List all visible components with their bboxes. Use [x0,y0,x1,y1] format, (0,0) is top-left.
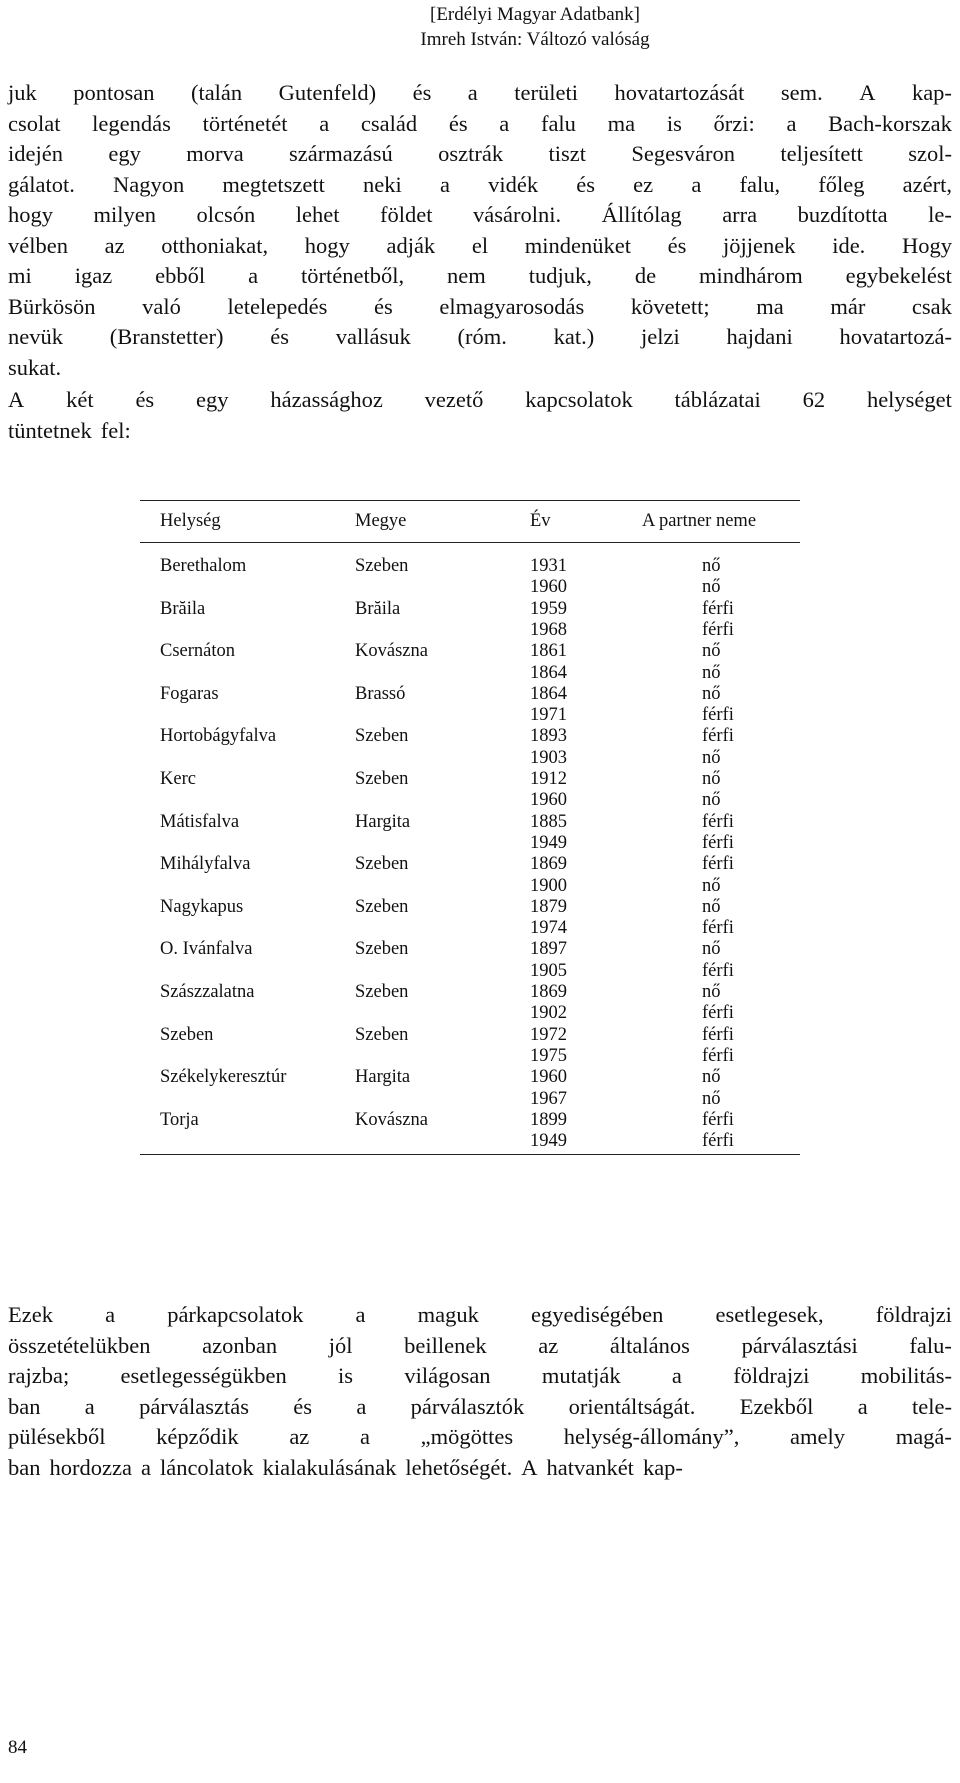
place-cell: Fogaras [160,683,219,704]
header-title: Imreh István: Változó valóság [420,29,650,50]
year-cell: 1902 [530,1003,567,1024]
place-cell: Berethalom [160,556,247,576]
text-line: ban a párválasztás és a párválasztók orientáltságát. Ezekből a tele- [8,1393,952,1419]
place-cell: Brăila [160,598,206,619]
county-cell: Szeben [355,769,409,789]
partner-sex-cell: férfi [702,832,734,853]
text-line: Bürkösön való letelepedés és elmagyarosodás követett; ma már csak [8,293,952,319]
county-cell: Szeben [355,726,409,747]
year-cell: 1864 [530,662,567,683]
year-cell: 1968 [530,619,567,640]
year-cell: 1905 [530,960,567,981]
partner-sex-cell: nő [702,556,721,576]
text-line: pülésekből képződik az a „mögöttes helység-állomány”, amely magá- [8,1424,952,1449]
paragraph-1 [8,78,952,383]
year-cell: 1864 [530,683,567,704]
text-line: sukat. [8,354,62,380]
header-place: Helység [160,511,221,531]
text-line: nevük (Branstetter) és vallásuk (róm. kat.) jelzi hajdani hovatartozá- [8,324,952,349]
partner-sex-cell: nő [702,982,721,1002]
partner-sex-cell: nő [702,1088,721,1109]
place-cell: Szeben [160,1024,214,1045]
text-line: idején egy morva származású osztrák tiszt Segesváron teljesített szol- [8,141,952,166]
partner-sex-cell: nő [702,577,721,598]
paragraph-3 [8,1300,952,1483]
place-cell: Szászzalatna [160,982,255,1002]
county-cell: Brassó [355,683,406,704]
partner-sex-cell: férfi [702,726,734,747]
year-cell: 1931 [530,556,567,576]
running-header [0,0,960,52]
partner-sex-cell: nő [702,769,721,789]
header-source: [Erdélyi Magyar Adatbank] [430,4,640,25]
year-cell: 1974 [530,918,567,939]
partner-sex-cell: nő [702,939,721,960]
partner-sex-cell: nő [702,790,721,811]
text-line: összetételükben azonban jól beillenek az általános párválasztási falu- [8,1332,952,1358]
partner-sex-cell: nő [702,896,721,917]
year-cell: 1960 [530,790,567,811]
text-line: csolat legendás történetét a család és a falu ma is őrzi: a Bach-korszak [8,110,952,136]
year-cell: 1903 [530,747,567,768]
partner-sex-cell: férfi [702,1131,734,1152]
header-year: Év [530,511,551,531]
year-cell: 1893 [530,726,567,747]
place-cell: Nagykapus [160,896,244,917]
partner-sex-cell: férfi [702,960,734,981]
partner-sex-cell: férfi [702,1024,734,1045]
text-line: ban hordozza a láncolatok kialakulásának lehetőségét. A hatvankét kap- [8,1454,683,1480]
text-line: rajzba; esetlegességükben is világosan mutatják a földrajzi mobilitás- [8,1363,952,1388]
county-cell: Kovászna [355,1109,428,1130]
partner-sex-cell: férfi [702,1003,734,1024]
county-cell: Brăila [355,598,401,619]
place-cell: Hortobágyfalva [160,726,277,747]
partner-sex-cell: férfi [702,598,734,619]
county-cell: Szeben [355,556,409,576]
header-county: Megye [355,511,407,531]
year-cell: 1879 [530,896,567,917]
table-bottom-rule [140,1154,800,1155]
page-number: 84 [8,1737,27,1758]
partner-sex-cell: nő [702,662,721,683]
partner-sex-cell: nő [702,683,721,704]
partner-sex-cell: férfi [702,854,734,875]
partner-sex-cell: nő [702,747,721,768]
place-cell: Székelykeresztúr [160,1067,287,1088]
partner-sex-cell: nő [702,875,721,896]
partner-sex-cell: férfi [702,705,734,726]
year-cell: 1861 [530,641,567,662]
year-cell: 1885 [530,811,567,832]
year-cell: 1967 [530,1088,567,1109]
text-line: vélben az otthoniakat, hogy adják el mindenüket és jöjjenek ide. Hogy [8,232,952,258]
year-cell: 1960 [530,577,567,598]
text-line: A két és egy házassághoz vezető kapcsolatok táblázatai 62 helységet [8,387,952,412]
text-line: gálatot. Nagyon megtetszett neki a vidék és ez a falu, főleg azért, [8,171,952,197]
county-cell: Kovászna [355,641,428,662]
text-line: hogy milyen olcsón lehet földet vásárolni. Állítólag arra buzdította le- [8,202,952,227]
year-cell: 1975 [530,1045,567,1066]
county-cell: Szeben [355,982,409,1002]
county-cell: Szeben [355,896,409,917]
partner-sex-cell: férfi [702,619,734,640]
county-cell: Szeben [355,1024,409,1045]
place-cell: Torja [160,1109,199,1130]
text-line: juk pontosan (talán Gutenfeld) és a területi hovatartozását sem. A kap- [8,80,952,105]
county-cell: Hargita [355,1067,411,1088]
year-cell: 1971 [530,705,567,726]
partner-sex-cell: férfi [702,1045,734,1066]
year-cell: 1960 [530,1067,567,1088]
year-cell: 1959 [530,598,567,619]
partner-sex-cell: férfi [702,918,734,939]
partner-sex-cell: nő [702,1067,721,1088]
year-cell: 1899 [530,1109,567,1130]
place-cell: Mihályfalva [160,854,251,875]
text-line: Ezek a párkapcsolatok a maguk egyediségében esetlegesek, földrajzi [8,1302,952,1327]
place-cell: Kerc [160,769,196,789]
place-cell: Csernáton [160,641,236,662]
place-cell: O. Ivánfalva [160,939,253,960]
header-partner-sex: A partner neme [642,511,757,531]
partner-sex-cell: nő [702,641,721,662]
year-cell: 1897 [530,939,567,960]
place-cell: Mátisfalva [160,811,240,832]
year-cell: 1949 [530,832,567,853]
text-line: tüntetnek fel: [8,417,131,443]
partner-sex-cell: férfi [702,1109,734,1130]
year-cell: 1912 [530,769,567,789]
year-cell: 1972 [530,1024,567,1045]
partner-sex-cell: férfi [702,811,734,832]
year-cell: 1869 [530,982,567,1002]
text-line: mi igaz ebből a történetből, nem tudjuk, de mindhárom egybekelést [8,263,952,288]
county-cell: Hargita [355,811,411,832]
paragraph-2 [8,385,952,446]
year-cell: 1949 [530,1131,567,1152]
table-top-rule [140,500,800,501]
year-cell: 1869 [530,854,567,875]
table-header-rule [140,542,800,543]
county-cell: Szeben [355,854,409,875]
year-cell: 1900 [530,875,567,896]
county-cell: Szeben [355,939,409,960]
